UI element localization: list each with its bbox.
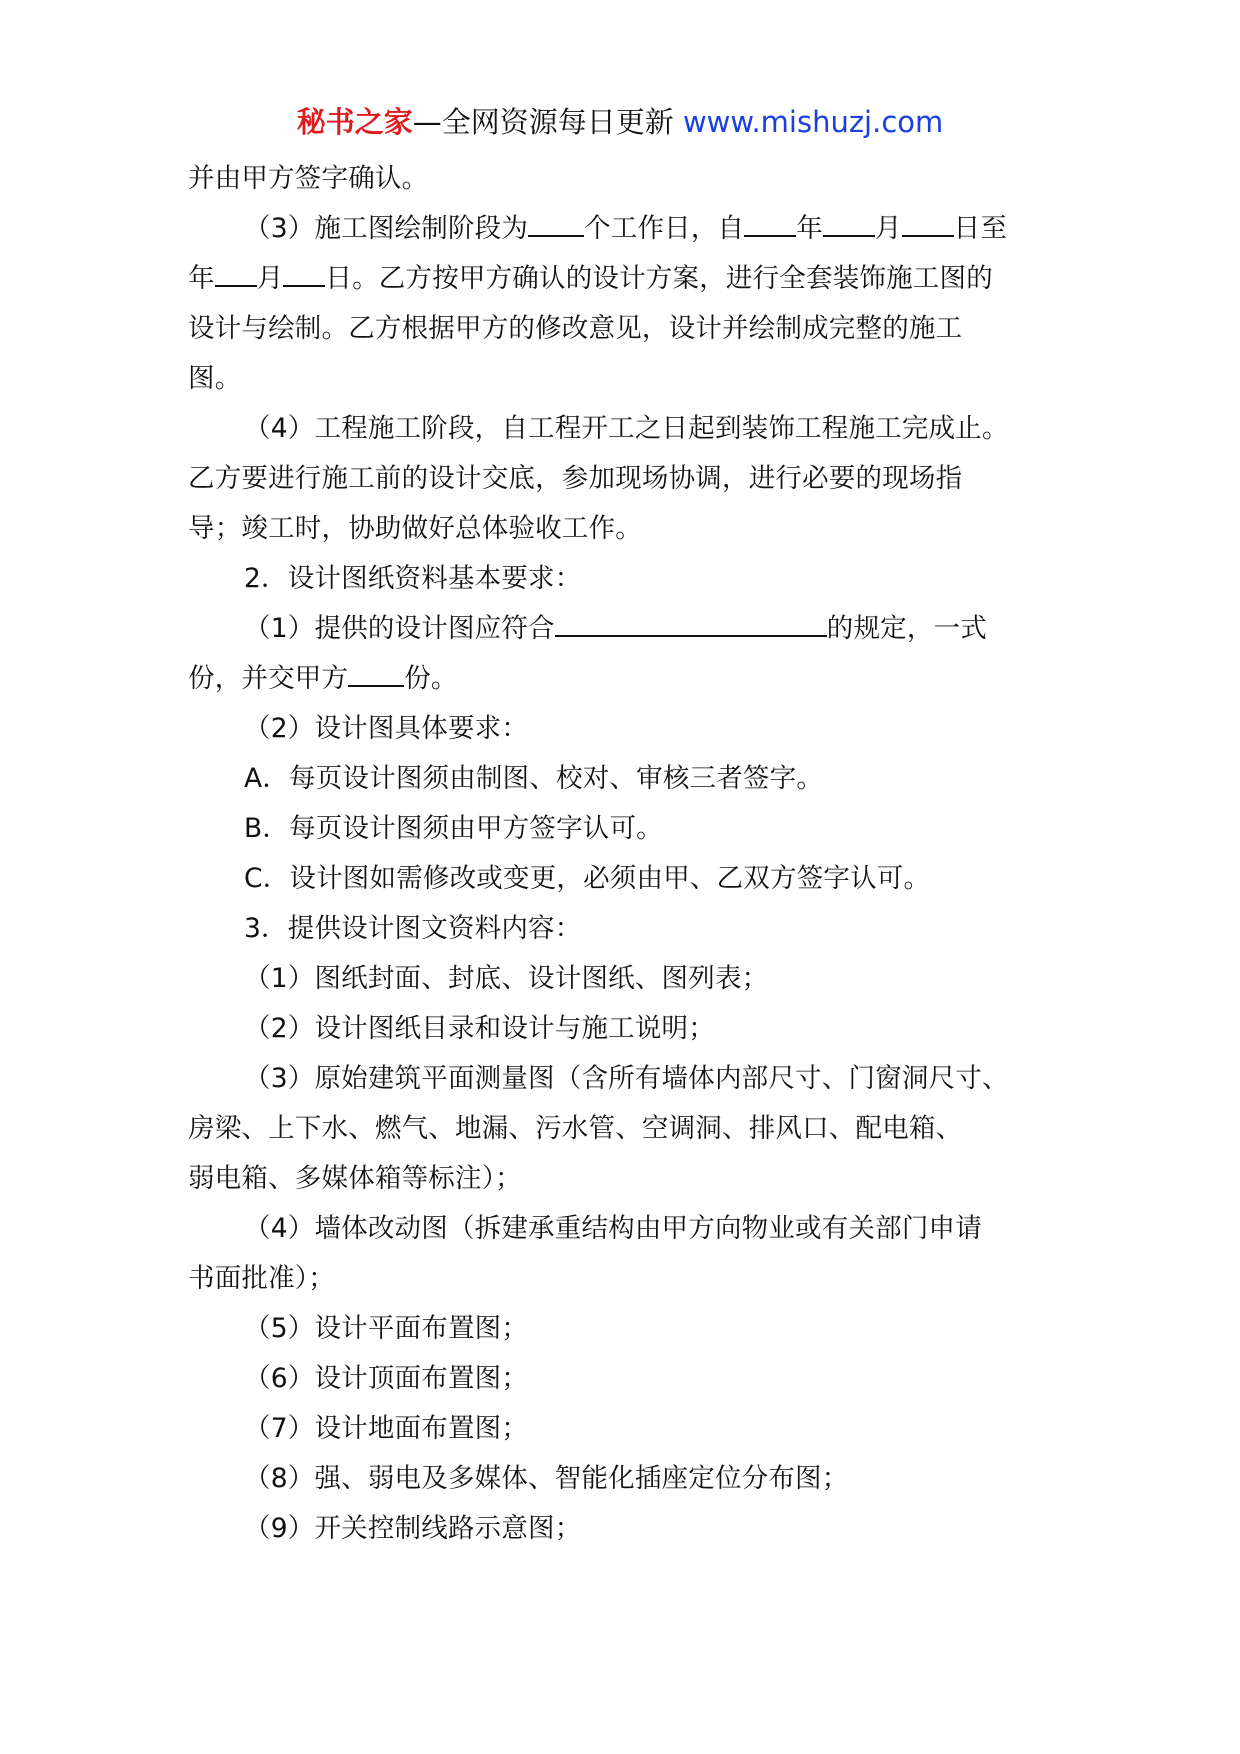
list-item: [188, 1354, 1058, 1404]
text-line: A．每页设计图须由制图、校对、审核三者签字。: [244, 763, 824, 794]
blank-field: [823, 209, 875, 237]
text-segment: 月: [874, 213, 902, 244]
paragraph-line: [188, 1154, 1058, 1204]
text-segment: 个工作日，自: [584, 213, 745, 244]
paragraph-line: [188, 1254, 1058, 1304]
paragraph-line: [188, 154, 1058, 204]
list-item: [188, 1204, 1058, 1254]
text-line: C．设计图如需修改或变更，必须由甲、乙双方签字认可。: [244, 863, 931, 894]
text-line: 2．设计图纸资料基本要求：: [244, 563, 582, 594]
list-item: [188, 1504, 1058, 1554]
text-segment: 月: [256, 263, 284, 294]
header-slogan: —全网资源每日更新: [412, 105, 674, 139]
paragraph-line: [188, 204, 1058, 254]
text-segment: 份，并交甲方: [188, 663, 349, 694]
paragraph-line: [188, 754, 1058, 804]
text-line: 弱电箱、多媒体箱等标注）；: [188, 1163, 522, 1194]
paragraph-line: [188, 504, 1058, 554]
blank-field: [348, 659, 404, 687]
list-item: [188, 1304, 1058, 1354]
website-link[interactable]: www.mishuzj.com: [682, 105, 944, 139]
paragraph-line: [188, 804, 1058, 854]
paragraph-line: [188, 604, 1058, 654]
text-line: 书面批准）；: [188, 1263, 335, 1294]
text-line: （7）设计地面布置图；: [244, 1413, 529, 1444]
blank-field: [215, 259, 257, 287]
text-segment: 年: [188, 263, 215, 294]
text-line: （5）设计平面布置图；: [244, 1313, 529, 1344]
text-line: 导；竣工时，协助做好总体验收工作。: [188, 513, 642, 544]
list-item: [188, 1454, 1058, 1504]
text-line: （1）图纸封面、封底、设计图纸、图列表；: [244, 963, 769, 994]
text-line: 房梁、上下水、燃气、地漏、污水管、空调洞、排风口、配电箱、: [188, 1113, 963, 1144]
section-heading: [188, 904, 1058, 954]
section-heading: [188, 554, 1058, 604]
list-item: [188, 1004, 1058, 1054]
blank-field: [902, 209, 954, 237]
text-segment: 年: [796, 213, 823, 244]
text-line: （4）工程施工阶段，自工程开工之日起到装饰工程施工完成止。: [244, 413, 1009, 444]
page-header: [0, 102, 1240, 142]
text-segment: 份。: [404, 663, 458, 694]
text-segment: 日至: [953, 213, 1008, 244]
text-line: （8）强、弱电及多媒体、智能化插座定位分布图；: [244, 1463, 849, 1494]
list-item: [188, 1404, 1058, 1454]
text-line: 图。: [188, 363, 242, 394]
blank-field: [744, 209, 796, 237]
text-segment: 日。乙方按甲方确认的设计方案，进行全套装饰施工图的: [325, 263, 993, 294]
blank-field: [528, 209, 584, 237]
paragraph-line: [188, 704, 1058, 754]
text-line: （4）墙体改动图（拆建承重结构由甲方向物业或有关部门申请: [244, 1213, 982, 1244]
paragraph-line: [188, 354, 1058, 404]
blank-field: [283, 259, 325, 287]
text-line: （3）原始建筑平面测量图（含所有墙体内部尺寸、门窗洞尺寸、: [244, 1063, 1009, 1094]
text-line: 设计与绘制。乙方根据甲方的修改意见，设计并绘制成完整的施工: [188, 313, 963, 344]
text-line: 并由甲方签字确认。: [188, 163, 429, 194]
text-line: （9）开关控制线路示意图；: [244, 1513, 582, 1544]
brand-name: 秘书之家: [296, 105, 413, 139]
text-segment: （3）施工图绘制阶段为: [244, 213, 529, 244]
paragraph-line: [188, 854, 1058, 904]
list-item: [188, 954, 1058, 1004]
paragraph-line: [188, 454, 1058, 504]
paragraph-line: [188, 1104, 1058, 1154]
text-line: （2）设计图具体要求：: [244, 713, 529, 744]
document-body: [188, 154, 1058, 1554]
text-line: （2）设计图纸目录和设计与施工说明；: [244, 1013, 715, 1044]
text-line: B．每页设计图须由甲方签字认可。: [244, 813, 663, 844]
paragraph-line: [188, 404, 1058, 454]
text-segment: 的规定，一式: [826, 613, 987, 644]
paragraph-line: [188, 254, 1058, 304]
blank-field: [555, 609, 827, 637]
list-item: [188, 1054, 1058, 1104]
text-line: 乙方要进行施工前的设计交底，参加现场协调，进行必要的现场指: [188, 463, 963, 494]
paragraph-line: [188, 654, 1058, 704]
text-segment: （1）提供的设计图应符合: [244, 613, 555, 644]
paragraph-line: [188, 304, 1058, 354]
text-line: 3．提供设计图文资料内容：: [244, 913, 582, 944]
text-line: （6）设计顶面布置图；: [244, 1363, 529, 1394]
